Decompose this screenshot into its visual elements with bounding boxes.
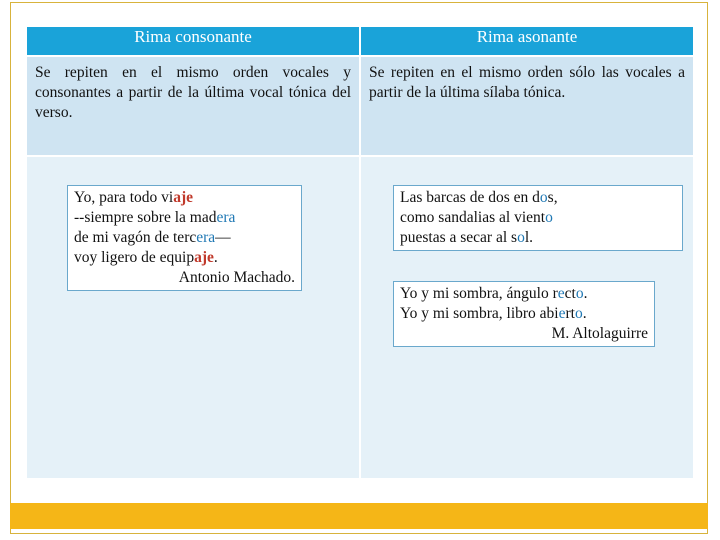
poem-author: Antonio Machado. <box>178 269 295 286</box>
verse-text: s <box>547 189 554 206</box>
verse-text: . <box>213 249 218 266</box>
poem-line <box>400 228 676 248</box>
poem-line <box>74 208 295 228</box>
verse-text: , <box>553 189 558 206</box>
verse-text: Yo y mi sombra, libro abi <box>400 305 559 322</box>
rhyme-vowel: o <box>545 209 553 226</box>
footer-bar <box>10 503 708 529</box>
header-rima-consonante: Rima consonante <box>26 26 360 56</box>
rhyme-vowel: o <box>574 305 583 322</box>
poem-line <box>74 228 295 248</box>
example-cell-consonante <box>26 156 360 479</box>
rhyme-vowel: o <box>517 229 525 246</box>
rhyme-ending: aje <box>194 249 214 266</box>
definition-asonante: Se repiten en el mismo orden sólo las vocales a partir de la última sílaba tónica. <box>360 56 694 156</box>
poem-line <box>74 248 295 268</box>
rhyme-ending: era <box>196 229 216 246</box>
poem-box-lorca <box>393 185 683 251</box>
verse-text: Yo y mi sombra, ángulo r <box>400 285 558 302</box>
example-cell-asonante <box>360 156 694 479</box>
verse-text: rt <box>565 305 575 322</box>
rhyme-vowel: e <box>558 305 566 322</box>
verse-text: l. <box>524 229 533 246</box>
rhyme-vowel: o <box>575 285 584 302</box>
poem-line <box>400 188 676 208</box>
rhyme-ending: aje <box>173 189 193 206</box>
definition-consonante: Se repiten en el mismo orden vocales y consonantes a partir de la última vocal tónica del verso. <box>26 56 360 156</box>
verse-text: --siempre sobre la mad <box>74 209 217 226</box>
poem-line <box>400 304 648 324</box>
poem-box-altolaguirre <box>393 281 655 347</box>
rhyme-comparison-table <box>25 25 695 480</box>
poem-line <box>74 188 295 208</box>
header-rima-asonante: Rima asonante <box>360 26 694 56</box>
verse-text: . <box>583 285 588 302</box>
poem-line <box>400 284 648 304</box>
verse-text: voy ligero de equip <box>74 249 195 266</box>
verse-text: de mi vagón de terc <box>74 229 197 246</box>
poem-author: M. Altolaguirre <box>551 325 648 342</box>
poem-line <box>400 208 676 228</box>
rhyme-ending: era <box>216 209 236 226</box>
verse-text: como sandalias al vient <box>400 209 546 226</box>
verse-text: ct <box>564 285 576 302</box>
poem-box-machado <box>67 185 302 291</box>
verse-text: — <box>215 229 231 246</box>
verse-text: puestas a secar al s <box>400 229 518 246</box>
verse-text: Yo, para todo vi <box>74 189 174 206</box>
verse-text: Las barcas de dos en d <box>400 189 540 206</box>
rhyme-vowel: o <box>539 189 548 206</box>
rhyme-vowel: e <box>557 285 565 302</box>
verse-text: . <box>582 305 587 322</box>
